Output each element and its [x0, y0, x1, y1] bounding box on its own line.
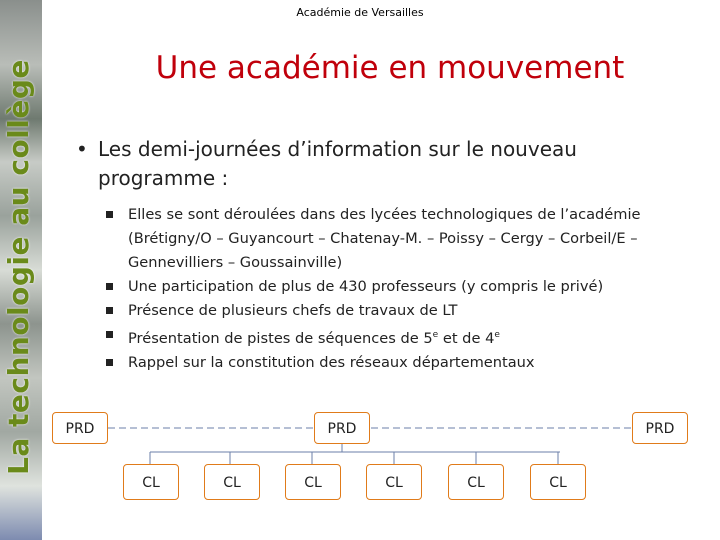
prd-box: PRD [632, 412, 688, 444]
list-item-text: Présence de plusieurs chefs de travaux de LT [128, 302, 458, 319]
cl-box: CL [285, 464, 341, 500]
cl-box: CL [366, 464, 422, 500]
slide-title: Une académie en mouvement [155, 50, 625, 86]
list-item-text: Présentation de pistes de séquences de 5 [128, 330, 433, 347]
list-item-text: et de 4 [438, 330, 495, 347]
cl-box: CL [530, 464, 586, 500]
cl-box: CL [204, 464, 260, 500]
list-item-text: Elles se sont déroulées dans des lycées technologiques de l’académie (Brétigny/O – Guyancourt – Chatenay-M. – Poissy – Cergy – Corbeil/E – Gennevilliers – Goussainville) [128, 206, 641, 271]
list-item-text: Rappel sur la constitution des réseaux départementaux [128, 354, 535, 371]
main-bullet-text: Les demi-journées d’information sur le nouveau programme : [98, 137, 577, 190]
header-text: Académie de Versailles [296, 6, 424, 19]
bullet-dot-icon: • [76, 137, 88, 161]
list-item-text: Une participation de plus de 430 professeurs (y compris le privé) [128, 278, 604, 295]
prd-box: PRD [314, 412, 370, 444]
superscript: e [432, 330, 439, 340]
cl-box: CL [123, 464, 179, 500]
cl-box: CL [448, 464, 504, 500]
superscript: e [494, 330, 500, 340]
sidebar-title: La technologie au collège [2, 59, 35, 475]
prd-box: PRD [52, 412, 108, 444]
